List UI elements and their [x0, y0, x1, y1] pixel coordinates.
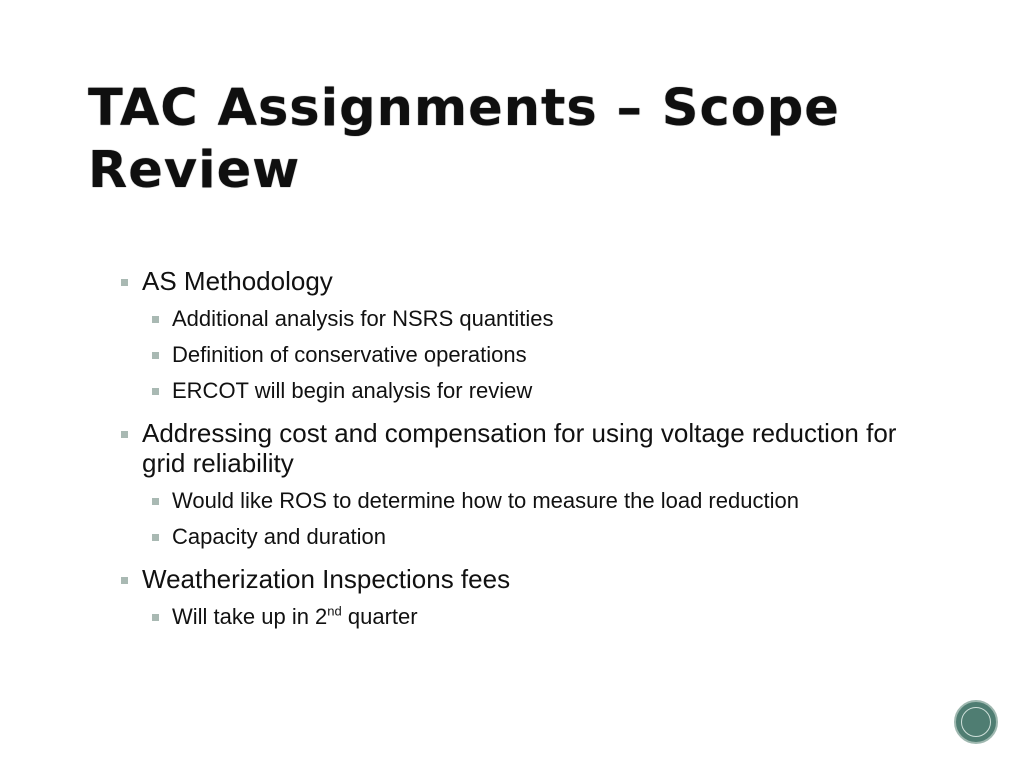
slide-nav-button[interactable]	[954, 700, 998, 744]
bullet-text: AS Methodology	[142, 266, 333, 296]
sub-bullet-item	[118, 524, 938, 550]
text-suffix: quarter	[341, 604, 418, 629]
bullet-item-voltage-reduction	[118, 418, 938, 478]
ordinal-suffix: nd	[327, 603, 342, 619]
sub-bullet-item	[118, 604, 938, 630]
bullet-text: Addressing cost and compensation for using voltage reduction for grid reliability	[142, 418, 897, 478]
sub-bullet-text	[172, 604, 418, 629]
sub-bullet-item	[118, 306, 938, 332]
circle-icon	[961, 707, 991, 737]
square-bullet-icon	[152, 614, 159, 621]
square-bullet-icon	[121, 279, 128, 286]
bullet-text: Weatherization Inspections fees	[142, 564, 511, 594]
square-bullet-icon	[152, 388, 159, 395]
sub-bullet-text: Would like ROS to determine how to measure the load reduction	[172, 488, 799, 513]
bullet-item-as-methodology	[118, 266, 938, 296]
text-prefix: Will take up in 2	[172, 604, 328, 629]
square-bullet-icon	[121, 431, 128, 438]
slide-title: TAC Assignments – Scope Review	[88, 79, 840, 200]
sub-bullet-text: ERCOT will begin analysis for review	[172, 378, 533, 403]
square-bullet-icon	[152, 534, 159, 541]
square-bullet-icon	[152, 352, 159, 359]
sub-bullet-text: Capacity and duration	[172, 524, 387, 549]
sub-bullet-text: Additional analysis for NSRS quantities	[172, 306, 554, 331]
sub-bullet-item	[118, 342, 938, 368]
square-bullet-icon	[152, 316, 159, 323]
sub-bullet-item	[118, 488, 938, 514]
sub-bullet-item	[118, 378, 938, 404]
square-bullet-icon	[121, 577, 128, 584]
bullet-item-weatherization	[118, 564, 938, 594]
square-bullet-icon	[152, 498, 159, 505]
sub-bullet-text: Definition of conservative operations	[172, 342, 527, 367]
bullet-list	[118, 266, 938, 630]
